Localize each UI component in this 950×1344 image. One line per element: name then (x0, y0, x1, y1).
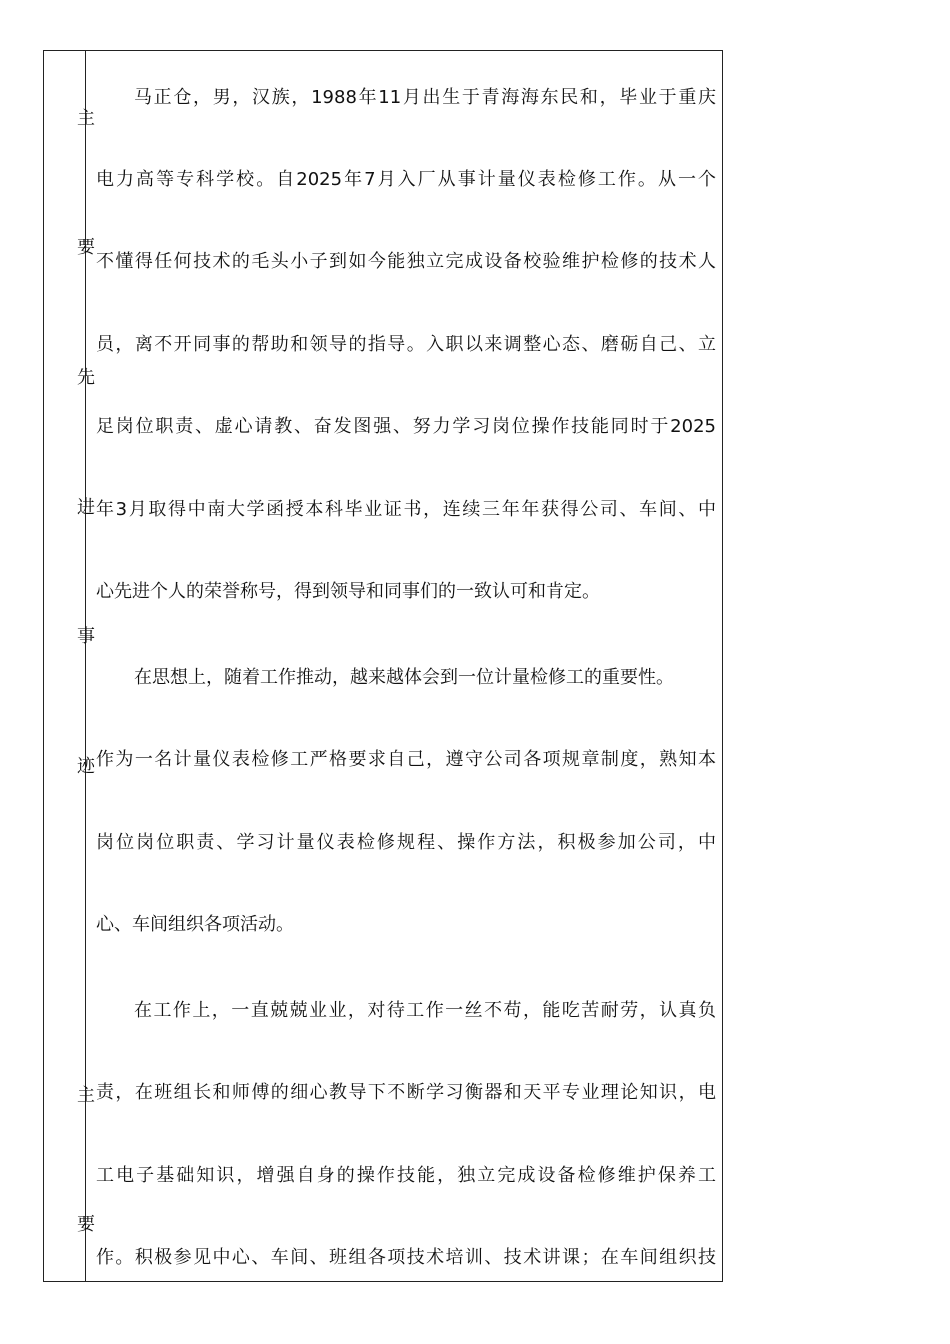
label-char: 要 (77, 237, 95, 258)
label-char: 主 (77, 108, 95, 129)
body-line: 在工作上，一直兢兢业业，对待工作一丝不苟，能吃苦耐劳，认真负 (134, 1000, 716, 1021)
body-line: 在思想上，随着工作推动，越来越体会到一位计量检修工的重要性。 (134, 667, 674, 688)
body-line: 岗位岗位职责、学习计量仪表检修规程、操作方法，积极参加公司，中 (96, 832, 716, 853)
label-char: 主 (77, 1085, 95, 1106)
body-line: 作为一名计量仪表检修工严格要求自己，遵守公司各项规章制度，熟知本 (96, 749, 716, 770)
body-line: 工电子基础知识，增强自身的操作技能，独立完成设备检修维护保养工 (96, 1165, 716, 1186)
label-char: 要 (77, 1214, 95, 1235)
body-line: 心、车间组织各项活动。 (96, 914, 294, 935)
body-line: 作。积极参见中心、车间、班组各项技术培训、技术讲课；在车间组织技 (96, 1247, 716, 1268)
body-line: 心先进个人的荣誉称号，得到领导和同事们的一致认可和肯定。 (96, 581, 600, 602)
record-table (43, 50, 723, 1282)
label-char: 先 (77, 367, 95, 388)
label-char: 迹 (77, 756, 95, 777)
body-line: 责，在班组长和师傅的细心教导下不断学习衡器和天平专业理论知识，电 (96, 1082, 716, 1103)
body-line: 马正仓，男，汉族，1988年11月出生于青海海东民和，毕业于重庆 (134, 87, 716, 108)
label-char: 进 (77, 497, 95, 518)
label-char: 事 (77, 626, 95, 647)
body-line: 年3月取得中南大学函授本科毕业证书，连续三年年获得公司、车间、中 (96, 499, 716, 520)
body-line: 足岗位职责、虚心请教、奋发图强、努力学习岗位操作技能同时于2025 (96, 416, 716, 437)
body-line: 不懂得任何技术的毛头小子到如今能独立完成设备校验维护检修的技术人 (96, 251, 716, 272)
body-line: 员，离不开同事的帮助和领导的指导。入职以来调整心态、磨砺自己、立 (96, 334, 716, 355)
body-line: 电力高等专科学校。自2025年7月入厂从事计量仪表检修工作。从一个 (96, 169, 716, 190)
